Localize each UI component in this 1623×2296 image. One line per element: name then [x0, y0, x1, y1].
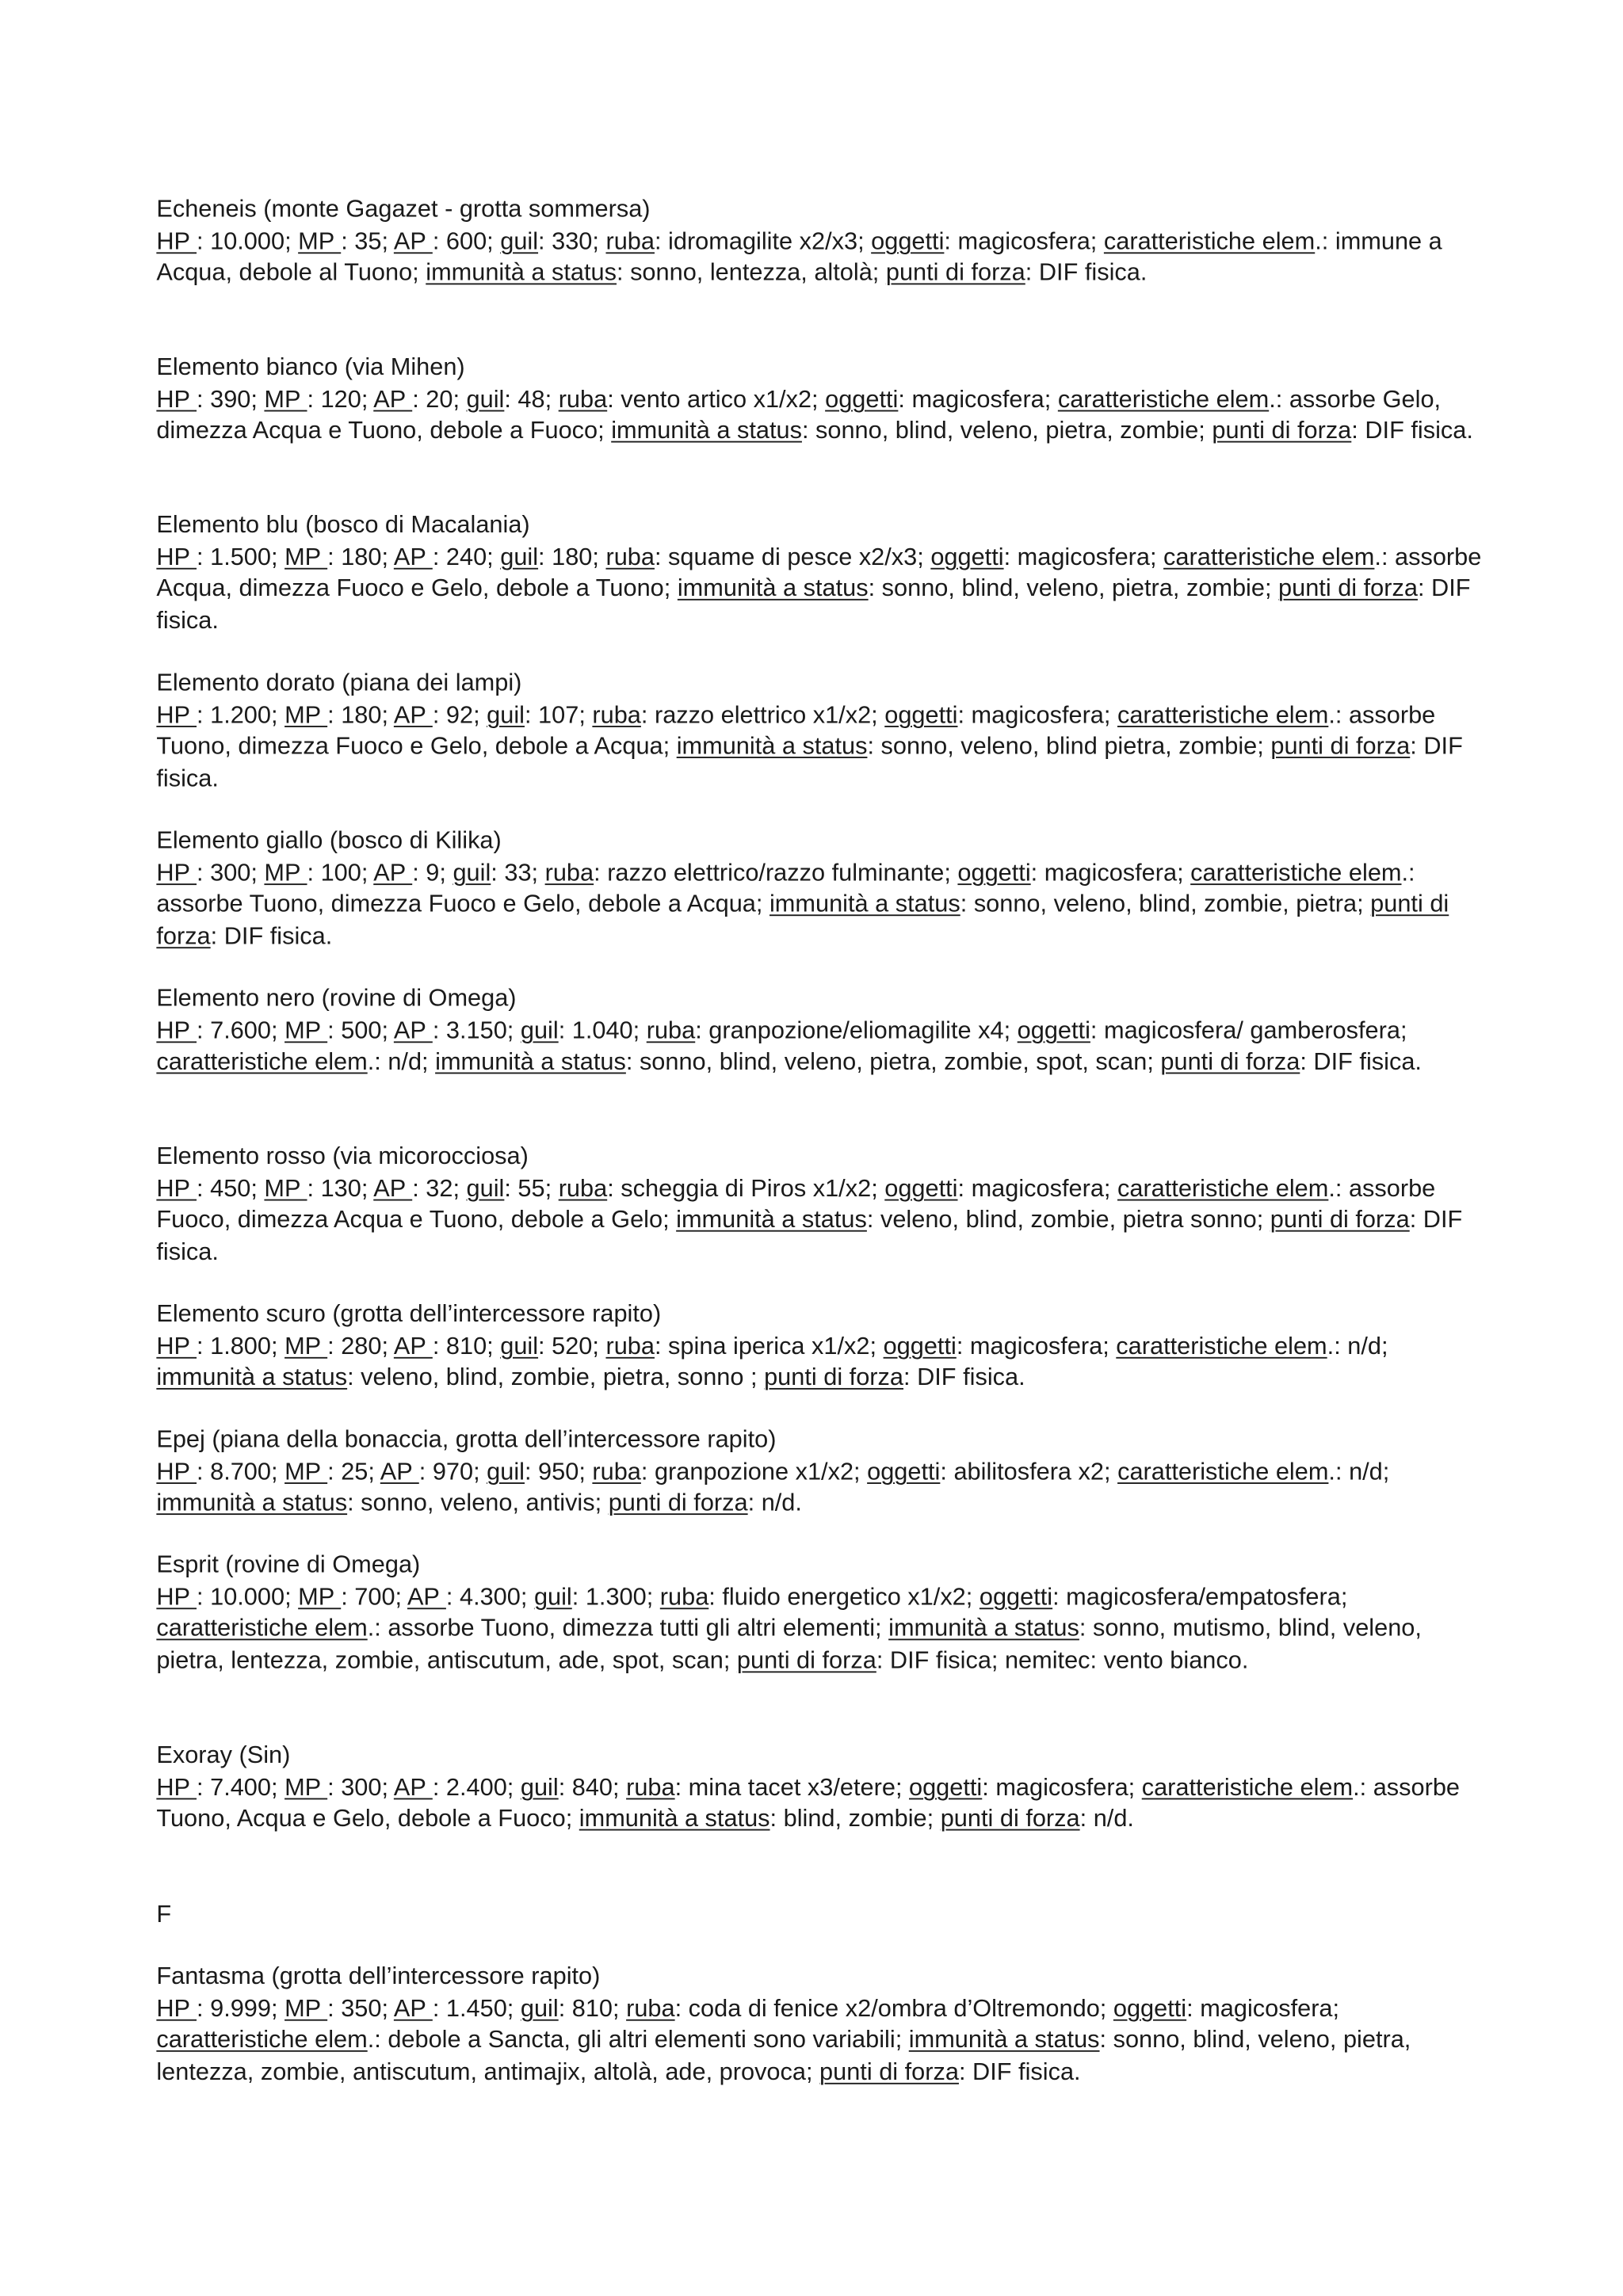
label-hp: HP	[156, 1175, 197, 1202]
value-caratteristiche: n/d	[1349, 1458, 1383, 1486]
label-oggetti: oggetti	[884, 1175, 958, 1202]
label-hp: HP	[156, 386, 197, 413]
label-mp: MP	[285, 1773, 328, 1801]
label-punti: punti di forza	[885, 260, 1025, 287]
label-immunita: immunità a status	[676, 1207, 867, 1234]
value-punti: DIF fisica.	[917, 1364, 1025, 1392]
value-mp: 130	[320, 1175, 361, 1202]
value-mp: 350	[341, 1995, 382, 2022]
monster-entry: Exoray (Sin) HP : 7.400; MP : 300; AP : 2.400; guil: 840; ruba: mina tacet x3/etere; oggetti: magicosfera; caratteristiche elem.: assorbe Tuono, Acqua e Gelo, debole a Fuoco; immunità a status: blind, zombie; punti di forza: n/d.	[156, 1741, 1484, 1836]
value-guil: 1.300	[585, 1583, 647, 1611]
value-ap: 20	[426, 386, 453, 413]
label-hp: HP	[156, 1583, 197, 1611]
value-ap: 2.400	[445, 1773, 507, 1801]
label-caratteristiche: caratteristiche elem	[156, 2027, 368, 2054]
value-immunita: veleno, blind, zombie, pietra sonno	[880, 1207, 1257, 1234]
entry-title: Esprit (rovine di Omega)	[156, 1551, 421, 1579]
label-immunita: immunità a status	[156, 1364, 348, 1392]
value-immunita: sonno, mutismo, blind, veleno, pietra, lentezza, zombie, antiscutum, ade, spot, scan	[156, 1615, 1422, 1674]
value-ruba: idromagilite x2/x3	[668, 227, 858, 255]
label-punti: punti di forza	[764, 1364, 904, 1392]
value-mp: 35	[354, 227, 382, 255]
value-punti: DIF fisica.	[1038, 260, 1148, 287]
value-oggetti: magicosfera/ gamberosfera	[1104, 1016, 1400, 1044]
entry-title: Elemento scuro (grotta dell’intercessore rapito)	[156, 1301, 662, 1328]
value-oggetti: magicosfera	[995, 1773, 1128, 1801]
entry-title: Elemento blu (bosco di Macalania)	[156, 512, 530, 539]
monster-entry: Elemento bianco (via Mihen) HP : 390; MP : 120; AP : 20; guil: 48; ruba: vento artico x1/x2; oggetti: magicosfera; caratteristiche elem.: assorbe Gelo, dimezza Acqua e Tuono, debole a Fuoco; immunità a status: sonno, blind, veleno, pietra, zombie; punti di forza: DIF fisica.	[156, 353, 1484, 448]
value-punti: DIF fisica.	[156, 733, 1463, 792]
label-ruba: ruba	[646, 1016, 696, 1044]
monster-entry: Fantasma (grotta dell’intercessore rapito) HP : 9.999; MP : 350; AP : 1.450; guil: 810; ruba: coda di fenice x2/ombra d’Oltremondo; oggetti: magicosfera; caratteristiche elem.: debole a Sancta, gli altri elementi sono variabili; immunità a status: sonno, blind, veleno, pietra, lentezza, zombie, antiscutum, antimajix, altolà, ade, provoca; punti di forza: DIF fisica.	[156, 1962, 1484, 2089]
value-ap: 32	[426, 1175, 453, 1202]
label-immunita: immunità a status	[611, 418, 802, 444]
value-punti: DIF fisica.	[1313, 1049, 1422, 1076]
value-ruba: granpozione/eliomagilite x4	[708, 1016, 1004, 1044]
value-ap: 240	[445, 543, 487, 570]
label-mp: MP	[285, 1016, 328, 1044]
value-immunita: sonno, blind, veleno, pietra, lentezza, zombie, antiscutum, antimajix, altolà, ade, provoca	[156, 2027, 1411, 2086]
value-ap: 9	[426, 859, 440, 887]
monster-entry: Echeneis (monte Gagazet - grotta sommersa) HP : 10.000; MP : 35; AP : 600; guil: 330; ruba: idromagilite x2/x3; oggetti: magicosfera; caratteristiche elem.: immune a Acqua, debole al Tuono; immunità a status: sonno, lentezza, altolà; punti di forza: DIF fisica.	[156, 195, 1484, 291]
value-punti: DIF fisica.	[1365, 418, 1473, 444]
value-caratteristiche: assorbe Tuono, Acqua e Gelo, debole a Fuoco	[156, 1773, 1461, 1833]
label-ruba: ruba	[605, 1333, 655, 1360]
section-letter: F	[156, 1901, 172, 1928]
value-ruba: fluido energetico x1/x2	[722, 1583, 966, 1611]
value-mp: 180	[341, 701, 382, 728]
label-immunita: immunità a status	[426, 260, 617, 287]
label-hp: HP	[156, 543, 197, 570]
value-guil: 107	[538, 701, 579, 728]
value-punti: DIF fisica.	[156, 575, 1471, 635]
label-guil: guil	[453, 859, 491, 887]
entry-title: Elemento dorato (piana dei lampi)	[156, 669, 522, 696]
value-guil: 1.040	[571, 1016, 633, 1044]
value-punti: n/d.	[1093, 1806, 1134, 1833]
label-mp: MP	[264, 1175, 307, 1202]
label-guil: guil	[520, 1016, 559, 1044]
value-ruba: razzo elettrico/razzo fulminante	[607, 859, 945, 887]
label-immunita: immunità a status	[156, 1489, 348, 1517]
value-caratteristiche: assorbe Tuono, dimezza Fuoco e Gelo, debole a Acqua	[156, 701, 1436, 761]
label-punti: punti di forza	[608, 1489, 748, 1517]
entry-title: Epej (piana della bonaccia, grotta dell’intercessore rapito)	[156, 1426, 777, 1453]
value-immunita: sonno, veleno, blind pietra, zombie	[880, 733, 1258, 761]
label-guil: guil	[500, 227, 539, 255]
value-ap: 3.150	[445, 1016, 507, 1044]
value-ruba: razzo elettrico x1/x2	[654, 701, 872, 728]
value-mp: 120	[320, 386, 361, 413]
value-ap: 92	[445, 701, 474, 728]
label-oggetti: oggetti	[909, 1773, 983, 1801]
label-hp: HP	[156, 859, 197, 887]
value-ruba: vento artico x1/x2	[621, 386, 812, 413]
label-oggetti: oggetti	[979, 1583, 1053, 1611]
label-ap: AP	[393, 1995, 433, 2022]
value-mp: 100	[320, 859, 361, 887]
label-guil: guil	[487, 1458, 525, 1486]
label-guil: guil	[500, 543, 539, 570]
label-hp: HP	[156, 1016, 197, 1044]
value-hp: 1.200	[210, 701, 271, 728]
value-mp: 300	[341, 1773, 382, 1801]
value-ruba: coda di fenice x2/ombra d’Oltremondo	[688, 1995, 1100, 2022]
value-caratteristiche: n/d	[1347, 1333, 1381, 1360]
value-mp: 180	[341, 543, 382, 570]
label-immunita: immunità a status	[908, 2027, 1100, 2054]
value-guil: 55	[517, 1175, 545, 1202]
value-ap: 4.300	[459, 1583, 521, 1611]
label-caratteristiche: caratteristiche elem	[1103, 227, 1316, 255]
entry-title: Elemento nero (rovine di Omega)	[156, 985, 517, 1013]
value-ruba: spina iperica x1/x2	[668, 1333, 870, 1360]
value-guil: 330	[552, 227, 593, 255]
label-ap: AP	[393, 1333, 433, 1360]
label-immunita: immunità a status	[677, 575, 869, 602]
label-hp: HP	[156, 1995, 197, 2022]
label-guil: guil	[520, 1995, 559, 2022]
label-caratteristiche: caratteristiche elem	[1117, 701, 1329, 728]
label-punti: punti di forza	[1212, 418, 1352, 444]
value-ruba: granpozione x1/x2	[654, 1458, 854, 1486]
value-guil: 840	[571, 1773, 613, 1801]
value-immunita: blind, zombie	[783, 1806, 927, 1833]
value-oggetti: magicosfera	[969, 1333, 1103, 1360]
label-ruba: ruba	[626, 1773, 675, 1801]
value-mp: 500	[341, 1016, 382, 1044]
value-punti: DIF fisica; nemitec: vento bianco.	[889, 1647, 1249, 1674]
label-punti: punti di forza	[1278, 575, 1418, 602]
entry-title: Elemento giallo (bosco di Kilika)	[156, 827, 502, 854]
label-ap: AP	[373, 386, 413, 413]
value-hp: 10.000	[210, 1583, 285, 1611]
value-oggetti: magicosfera	[1200, 1995, 1333, 2022]
value-immunita: veleno, blind, zombie, pietra, sonno	[361, 1364, 751, 1392]
value-immunita: sonno, veleno, antivis	[361, 1489, 595, 1517]
value-oggetti: magicosfera	[1017, 543, 1150, 570]
label-ruba: ruba	[592, 1458, 641, 1486]
entry-title: Fantasma (grotta dell’intercessore rapito)	[156, 1963, 601, 1990]
label-oggetti: oggetti	[825, 386, 899, 413]
label-guil: guil	[466, 386, 505, 413]
label-ruba: ruba	[605, 543, 655, 570]
label-immunita: immunità a status	[579, 1806, 770, 1833]
value-caratteristiche: assorbe Fuoco, dimezza Acqua e Tuono, debole a Gelo	[156, 1175, 1436, 1234]
value-caratteristiche: assorbe Acqua, dimezza Fuoco e Gelo, debole a Tuono	[156, 543, 1482, 602]
value-hp: 1.500	[210, 543, 271, 570]
monster-entry: Elemento scuro (grotta dell’intercessore rapito) HP : 1.800; MP : 280; AP : 810; guil: 520; ruba: spina iperica x1/x2; oggetti: magicosfera; caratteristiche elem.: n/d; immunità a status: veleno, blind, zombie, pietra, sonno ; punti di forza: DIF fisica.	[156, 1299, 1484, 1395]
value-mp: 280	[341, 1333, 382, 1360]
label-ruba: ruba	[558, 1175, 608, 1202]
label-ap: AP	[373, 1175, 413, 1202]
value-caratteristiche: assorbe Tuono, dimezza Fuoco e Gelo, debole a Acqua	[156, 891, 756, 918]
label-caratteristiche: caratteristiche elem	[1117, 1175, 1329, 1202]
label-guil: guil	[533, 1583, 572, 1611]
label-caratteristiche: caratteristiche elem	[156, 1615, 368, 1642]
label-hp: HP	[156, 1773, 197, 1801]
value-ap: 1.450	[445, 1995, 507, 2022]
label-immunita: immunità a status	[676, 733, 868, 761]
label-hp: HP	[156, 701, 197, 728]
monster-entry: Elemento dorato (piana dei lampi) HP : 1.200; MP : 180; AP : 92; guil: 107; ruba: razzo elettrico x1/x2; oggetti: magicosfera; caratteristiche elem.: assorbe Tuono, dimezza Fuoco e Gelo, debole a Acqua; immunità a status: sonno, veleno, blind pietra, zombie; punti di forza: DIF fisica.	[156, 668, 1484, 795]
value-caratteristiche: n/d	[388, 1049, 422, 1076]
value-guil: 810	[571, 1995, 613, 2022]
entry-title: Elemento rosso (via micorocciosa)	[156, 1142, 529, 1170]
label-mp: MP	[298, 227, 342, 255]
monster-entry: Elemento giallo (bosco di Kilika) HP : 300; MP : 100; AP : 9; guil: 33; ruba: razzo elettrico/razzo fulminante; oggetti: magicosfera; caratteristiche elem.: assorbe Tuono, dimezza Fuoco e Gelo, debole a Acqua; immunità a status: sonno, veleno, blind, zombie, pietra; punti di forza: DIF fisica.	[156, 826, 1484, 954]
label-ap: AP	[393, 1773, 433, 1801]
label-caratteristiche: caratteristiche elem	[1057, 386, 1270, 413]
label-ruba: ruba	[659, 1583, 709, 1611]
value-hp: 390	[210, 386, 251, 413]
value-immunita: sonno, blind, veleno, pietra, zombie	[881, 575, 1265, 602]
value-hp: 9.999	[210, 1995, 271, 2022]
value-ruba: mina tacet x3/etere	[688, 1773, 896, 1801]
value-oggetti: magicosfera	[1044, 859, 1178, 887]
value-hp: 7.600	[210, 1016, 271, 1044]
label-punti: punti di forza	[156, 891, 1449, 950]
label-ap: AP	[380, 1458, 419, 1486]
label-immunita: immunità a status	[769, 891, 960, 918]
label-ap: AP	[373, 859, 413, 887]
label-caratteristiche: caratteristiche elem	[1190, 859, 1402, 887]
label-mp: MP	[285, 1995, 328, 2022]
value-punti: DIF fisica.	[972, 2058, 1081, 2086]
value-punti: DIF fisica.	[156, 1207, 1463, 1266]
value-caratteristiche: assorbe Tuono, dimezza tutti gli altri elementi	[388, 1615, 876, 1642]
label-mp: MP	[285, 1458, 328, 1486]
value-mp: 700	[354, 1583, 395, 1611]
value-immunita: sonno, lentezza, altolà	[630, 260, 873, 287]
value-hp: 300	[210, 859, 251, 887]
label-ruba: ruba	[544, 859, 594, 887]
monster-entry: Epej (piana della bonaccia, grotta dell’intercessore rapito) HP : 8.700; MP : 25; AP : 970; guil: 950; ruba: granpozione x1/x2; oggetti: abilitosfera x2; caratteristiche elem.: n/d; immunità a status: sonno, veleno, antivis; punti di forza: n/d.	[156, 1425, 1484, 1520]
label-mp: MP	[285, 701, 328, 728]
label-guil: guil	[520, 1773, 559, 1801]
monster-entry: Elemento rosso (via micorocciosa) HP : 450; MP : 130; AP : 32; guil: 55; ruba: scheggia di Piros x1/x2; oggetti: magicosfera; caratteristiche elem.: assorbe Fuoco, dimezza Acqua e Tuono, debole a Gelo; immunità a status: veleno, blind, zombie, pietra sonno; punti di forza: DIF fisica.	[156, 1142, 1484, 1269]
label-guil: guil	[500, 1333, 539, 1360]
label-mp: MP	[264, 859, 307, 887]
label-guil: guil	[487, 701, 525, 728]
label-mp: MP	[264, 386, 307, 413]
value-guil: 520	[552, 1333, 593, 1360]
value-hp: 8.700	[210, 1458, 271, 1486]
value-ruba: scheggia di Piros x1/x2	[621, 1175, 872, 1202]
value-hp: 7.400	[210, 1773, 271, 1801]
label-punti: punti di forza	[1160, 1049, 1300, 1076]
label-caratteristiche: caratteristiche elem	[1117, 1458, 1329, 1486]
label-ap: AP	[393, 543, 433, 570]
value-guil: 48	[517, 386, 545, 413]
value-hp: 450	[210, 1175, 251, 1202]
label-guil: guil	[466, 1175, 505, 1202]
label-oggetti: oggetti	[1113, 1995, 1187, 2022]
value-punti: n/d.	[761, 1489, 802, 1517]
entry-title: Echeneis (monte Gagazet - grotta sommersa)	[156, 196, 651, 223]
value-immunita: sonno, blind, veleno, pietra, zombie, spot, scan	[639, 1049, 1148, 1076]
label-ruba: ruba	[558, 386, 608, 413]
label-mp: MP	[298, 1583, 342, 1611]
value-mp: 25	[341, 1458, 369, 1486]
label-punti: punti di forza	[819, 2058, 959, 2086]
value-oggetti: magicosfera	[971, 1175, 1104, 1202]
value-guil: 950	[538, 1458, 579, 1486]
value-immunita: sonno, blind, veleno, pietra, zombie	[815, 418, 1199, 444]
entry-title: Exoray (Sin)	[156, 1741, 291, 1769]
value-ap: 810	[445, 1333, 487, 1360]
label-punti: punti di forza	[1270, 1207, 1410, 1234]
label-oggetti: oggetti	[930, 543, 1004, 570]
monster-entry: Esprit (rovine di Omega) HP : 10.000; MP : 700; AP : 4.300; guil: 1.300; ruba: fluido energetico x1/x2; oggetti: magicosfera/empatosfera; caratteristiche elem.: assorbe Tuono, dimezza tutti gli altri elementi; immunità a status: sonno, mutismo, blind, veleno, pietra, lentezza, zombie, antiscutum, ade, spot, scan; punti di forza: DIF fisica; nemitec: vento bianco.	[156, 1550, 1484, 1678]
label-oggetti: oggetti	[957, 859, 1031, 887]
label-mp: MP	[285, 543, 328, 570]
label-hp: HP	[156, 227, 197, 255]
label-oggetti: oggetti	[871, 227, 945, 255]
monster-entry: Elemento nero (rovine di Omega) HP : 7.600; MP : 500; AP : 3.150; guil: 1.040; ruba: granpozione/eliomagilite x4; oggetti: magicosfera/ gamberosfera; caratteristiche elem.: n/d; immunità a status: sonno, blind, veleno, pietra, zombie, spot, scan; punti di forza: DIF fisica.	[156, 984, 1484, 1080]
label-caratteristiche: caratteristiche elem	[156, 1049, 368, 1076]
label-oggetti: oggetti	[867, 1458, 941, 1486]
label-caratteristiche: caratteristiche elem	[1116, 1333, 1327, 1360]
value-hp: 1.800	[210, 1333, 271, 1360]
value-caratteristiche: assorbe Gelo, dimezza Acqua e Tuono, debole a Fuoco	[156, 386, 1442, 444]
label-caratteristiche: caratteristiche elem	[1141, 1773, 1354, 1801]
label-caratteristiche: caratteristiche elem	[1163, 543, 1375, 570]
label-oggetti: oggetti	[884, 701, 958, 728]
label-ap: AP	[407, 1583, 446, 1611]
value-hp: 10.000	[210, 227, 285, 255]
label-ruba: ruba	[592, 701, 641, 728]
value-ap: 970	[432, 1458, 474, 1486]
label-hp: HP	[156, 1333, 197, 1360]
label-oggetti: oggetti	[883, 1333, 957, 1360]
value-oggetti: abilitosfera x2	[953, 1458, 1105, 1486]
value-guil: 33	[504, 859, 532, 887]
label-hp: HP	[156, 1458, 197, 1486]
label-ap: AP	[393, 1016, 433, 1044]
label-mp: MP	[285, 1333, 328, 1360]
value-punti: DIF fisica.	[223, 923, 333, 950]
label-punti: punti di forza	[940, 1806, 1080, 1833]
value-caratteristiche: debole a Sancta, gli altri elementi sono variabili	[388, 2027, 896, 2054]
label-ap: AP	[393, 227, 433, 255]
value-immunita: sonno, veleno, blind, zombie, pietra	[973, 891, 1358, 918]
value-ruba: squame di pesce x2/x3	[668, 543, 918, 570]
label-ruba: ruba	[626, 1995, 675, 2022]
label-immunita: immunità a status	[435, 1049, 626, 1076]
label-punti: punti di forza	[736, 1647, 876, 1674]
value-oggetti: magicosfera/empatosfera	[1066, 1583, 1341, 1611]
value-oggetti: magicosfera	[911, 386, 1044, 413]
value-guil: 180	[552, 543, 593, 570]
entry-title: Elemento bianco (via Mihen)	[156, 353, 465, 381]
monster-entry: Elemento blu (bosco di Macalania) HP : 1.500; MP : 180; AP : 240; guil: 180; ruba: squame di pesce x2/x3; oggetti: magicosfera; caratteristiche elem.: assorbe Acqua, dimezza Fuoco e Gelo, debole a Tuono; immunità a status: sonno, blind, veleno, pietra, zombie; punti di forza: DIF fisica.	[156, 510, 1484, 638]
label-ap: AP	[393, 701, 433, 728]
value-oggetti: magicosfera	[971, 701, 1104, 728]
label-immunita: immunità a status	[888, 1615, 1079, 1642]
value-oggetti: magicosfera	[957, 227, 1090, 255]
value-caratteristiche: immune a Acqua, debole al Tuono	[156, 227, 1442, 287]
value-ap: 600	[445, 227, 487, 255]
label-punti: punti di forza	[1270, 733, 1411, 761]
label-oggetti: oggetti	[1017, 1016, 1090, 1044]
label-ruba: ruba	[605, 227, 655, 255]
